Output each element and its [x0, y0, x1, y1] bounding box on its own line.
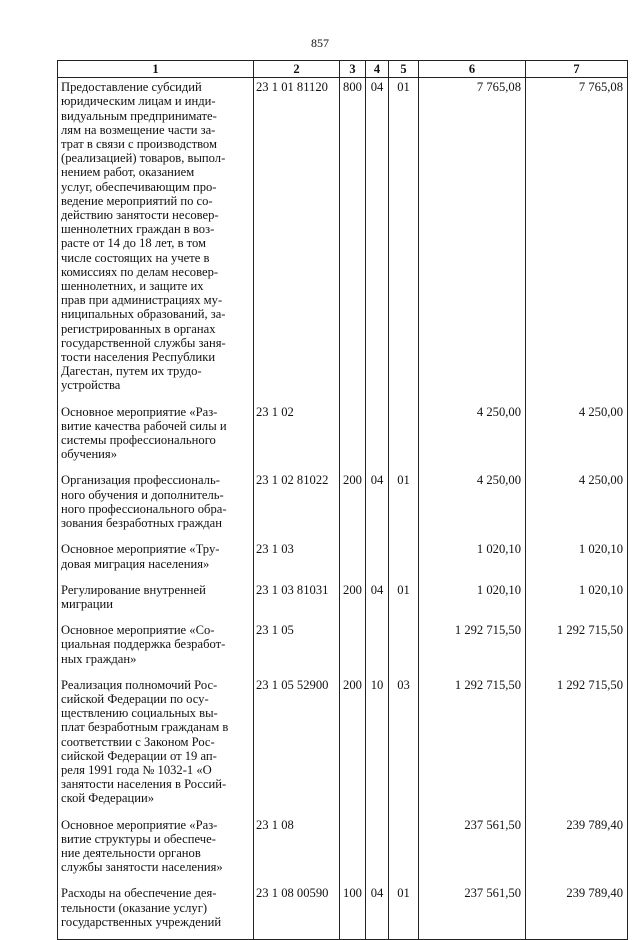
table-row — [58, 621, 628, 676]
description-line: числе состоящих на учете в — [61, 250, 210, 265]
description-line: витие структуры и обеспече- — [61, 831, 216, 846]
row-col5 — [389, 540, 419, 580]
table-row — [58, 540, 628, 580]
row-col5 — [389, 816, 419, 885]
description-line: комиссиях по делам несовер- — [61, 264, 219, 279]
row-amount-col6: 237 561,50 — [419, 884, 526, 939]
row-code: 23 1 02 — [254, 403, 340, 472]
description-line: тельности (оказание услуг) — [61, 900, 208, 915]
row-col3 — [340, 621, 366, 676]
row-amount-col6: 4 250,00 — [419, 471, 526, 540]
description-line: расте от 14 до 18 лет, в том — [61, 236, 207, 251]
row-amount-col7: 1 292 715,50 — [526, 621, 628, 676]
row-amount-col7: 1 292 715,50 — [526, 676, 628, 816]
column-header: 6 — [419, 61, 526, 78]
row-amount-col6: 1 020,10 — [419, 581, 526, 621]
row-code: 23 1 02 81022 — [254, 471, 340, 540]
row-amount-col6: 237 561,50 — [419, 816, 526, 885]
description-line: зования безработных граждан — [61, 516, 223, 531]
row-code: 23 1 01 81120 — [254, 78, 340, 403]
description-line: реля 1991 года № 1032-1 «О — [61, 762, 212, 777]
row-col5: 03 — [389, 676, 419, 816]
row-col5: 01 — [389, 471, 419, 540]
row-amount-col7: 7 765,08 — [526, 78, 628, 403]
description-line: устройства — [61, 378, 121, 393]
row-amount-col6: 1 020,10 — [419, 540, 526, 580]
row-col5 — [389, 403, 419, 472]
description-line: государственной службы заня- — [61, 335, 226, 350]
description-line: службы занятости населения» — [61, 860, 223, 875]
column-header: 2 — [254, 61, 340, 78]
description-line: лям на возмещение части за- — [61, 122, 216, 137]
description-line: ных граждан» — [61, 651, 137, 666]
row-amount-col6: 1 292 715,50 — [419, 621, 526, 676]
row-amount-col7: 239 789,40 — [526, 816, 628, 885]
row-col4 — [366, 816, 389, 885]
table-row — [58, 403, 628, 472]
row-code: 23 1 08 00590 — [254, 884, 340, 939]
description-line: обучения» — [61, 447, 118, 462]
description-line: ниципальных образований, за- — [61, 307, 226, 322]
row-col4 — [366, 540, 389, 580]
row-description — [58, 403, 254, 472]
description-line: ской Федерации» — [61, 791, 155, 806]
description-line: (реализацией) товаров, выпол- — [61, 151, 226, 166]
row-col3 — [340, 403, 366, 472]
description-line: Реализация полномочий Рос- — [61, 677, 218, 692]
row-amount-col7: 4 250,00 — [526, 403, 628, 472]
description-line: соответствии с Законом Рос- — [61, 734, 215, 749]
row-code: 23 1 08 — [254, 816, 340, 885]
column-header: 4 — [366, 61, 389, 78]
description-line: государственных учреждений — [61, 914, 222, 929]
description-line: шеннолетних граждан в воз- — [61, 222, 215, 237]
row-code: 23 1 05 — [254, 621, 340, 676]
description-line: Регулирование внутренней — [61, 582, 206, 597]
row-col3 — [340, 816, 366, 885]
column-header: 3 — [340, 61, 366, 78]
row-description — [58, 621, 254, 676]
row-amount-col7: 1 020,10 — [526, 581, 628, 621]
row-col5: 01 — [389, 581, 419, 621]
description-line: юридическим лицам и инди- — [61, 94, 216, 109]
row-description — [58, 676, 254, 816]
row-description — [58, 78, 254, 403]
description-line: занятости населения в Россий- — [61, 777, 227, 792]
description-line: действию занятости несовер- — [61, 208, 219, 223]
table-header-row — [58, 61, 628, 78]
description-line: Основное мероприятие «Раз- — [61, 404, 218, 419]
description-line: нением работ, оказанием — [61, 165, 195, 180]
row-code: 23 1 03 — [254, 540, 340, 580]
description-line: циальная поддержка безработ- — [61, 637, 226, 652]
row-description — [58, 816, 254, 885]
description-line: шеннолетних, и защите их — [61, 279, 204, 294]
row-description — [58, 540, 254, 580]
description-line: услуг, обеспечивающим про- — [61, 179, 217, 194]
description-line: Организация профессиональ- — [61, 473, 220, 488]
description-line: миграции — [61, 596, 113, 611]
row-col4: 04 — [366, 581, 389, 621]
description-line: ществлению социальных вы- — [61, 706, 218, 721]
row-col4: 04 — [366, 884, 389, 939]
description-line: трат в связи с производством — [61, 137, 217, 152]
row-amount-col6: 1 292 715,50 — [419, 676, 526, 816]
row-col4 — [366, 403, 389, 472]
row-col4: 10 — [366, 676, 389, 816]
table-row — [58, 816, 628, 885]
row-code: 23 1 03 81031 — [254, 581, 340, 621]
description-line: сийской Федерации по осу- — [61, 691, 209, 706]
row-amount-col6: 4 250,00 — [419, 403, 526, 472]
table-row — [58, 471, 628, 540]
description-line: довая миграция населения» — [61, 556, 210, 571]
row-code: 23 1 05 52900 — [254, 676, 340, 816]
row-amount-col7: 239 789,40 — [526, 884, 628, 939]
row-col5 — [389, 621, 419, 676]
description-line: плат безработным гражданам в — [61, 720, 229, 735]
row-amount-col7: 4 250,00 — [526, 471, 628, 540]
row-col3: 100 — [340, 884, 366, 939]
description-line: ние деятельности органов — [61, 845, 201, 860]
row-col4: 04 — [366, 471, 389, 540]
column-header: 5 — [389, 61, 419, 78]
page-number: 857 — [311, 36, 329, 50]
table-row — [58, 884, 628, 939]
row-description — [58, 581, 254, 621]
column-header: 1 — [58, 61, 254, 78]
row-col4: 04 — [366, 78, 389, 403]
row-amount-col6: 7 765,08 — [419, 78, 526, 403]
description-line: тости населения Республики — [61, 350, 216, 365]
row-col3: 200 — [340, 471, 366, 540]
row-amount-col7: 1 020,10 — [526, 540, 628, 580]
table-row — [58, 676, 628, 816]
row-description — [58, 471, 254, 540]
description-line: Предоставление субсидий — [61, 80, 202, 95]
row-col3: 200 — [340, 581, 366, 621]
description-line: видуальным предпринимате- — [61, 108, 217, 123]
column-header: 7 — [526, 61, 628, 78]
row-col3 — [340, 540, 366, 580]
row-col5: 01 — [389, 78, 419, 403]
row-description — [58, 884, 254, 939]
description-line: ного профессионального обра- — [61, 501, 227, 516]
table-row — [58, 581, 628, 621]
description-line: витие качества рабочей силы и — [61, 418, 227, 433]
description-line: Дагестан, путем их трудо- — [61, 364, 202, 379]
row-col5: 01 — [389, 884, 419, 939]
description-line: Основное мероприятие «Тру- — [61, 542, 220, 557]
description-line: Расходы на обеспечение дея- — [61, 886, 217, 901]
table-row — [58, 78, 628, 403]
budget-table — [57, 60, 628, 940]
row-col3: 800 — [340, 78, 366, 403]
description-line: прав при администрациях му- — [61, 293, 223, 308]
description-line: ного обучения и дополнитель- — [61, 487, 224, 502]
description-line: системы профессионального — [61, 433, 216, 448]
row-col4 — [366, 621, 389, 676]
description-line: регистрированных в органах — [61, 321, 216, 336]
description-line: Основное мероприятие «Со- — [61, 623, 215, 638]
row-col3: 200 — [340, 676, 366, 816]
description-line: ведение мероприятий по со- — [61, 193, 213, 208]
description-line: сийской Федерации от 19 ап- — [61, 748, 217, 763]
description-line: Основное мероприятие «Раз- — [61, 817, 218, 832]
